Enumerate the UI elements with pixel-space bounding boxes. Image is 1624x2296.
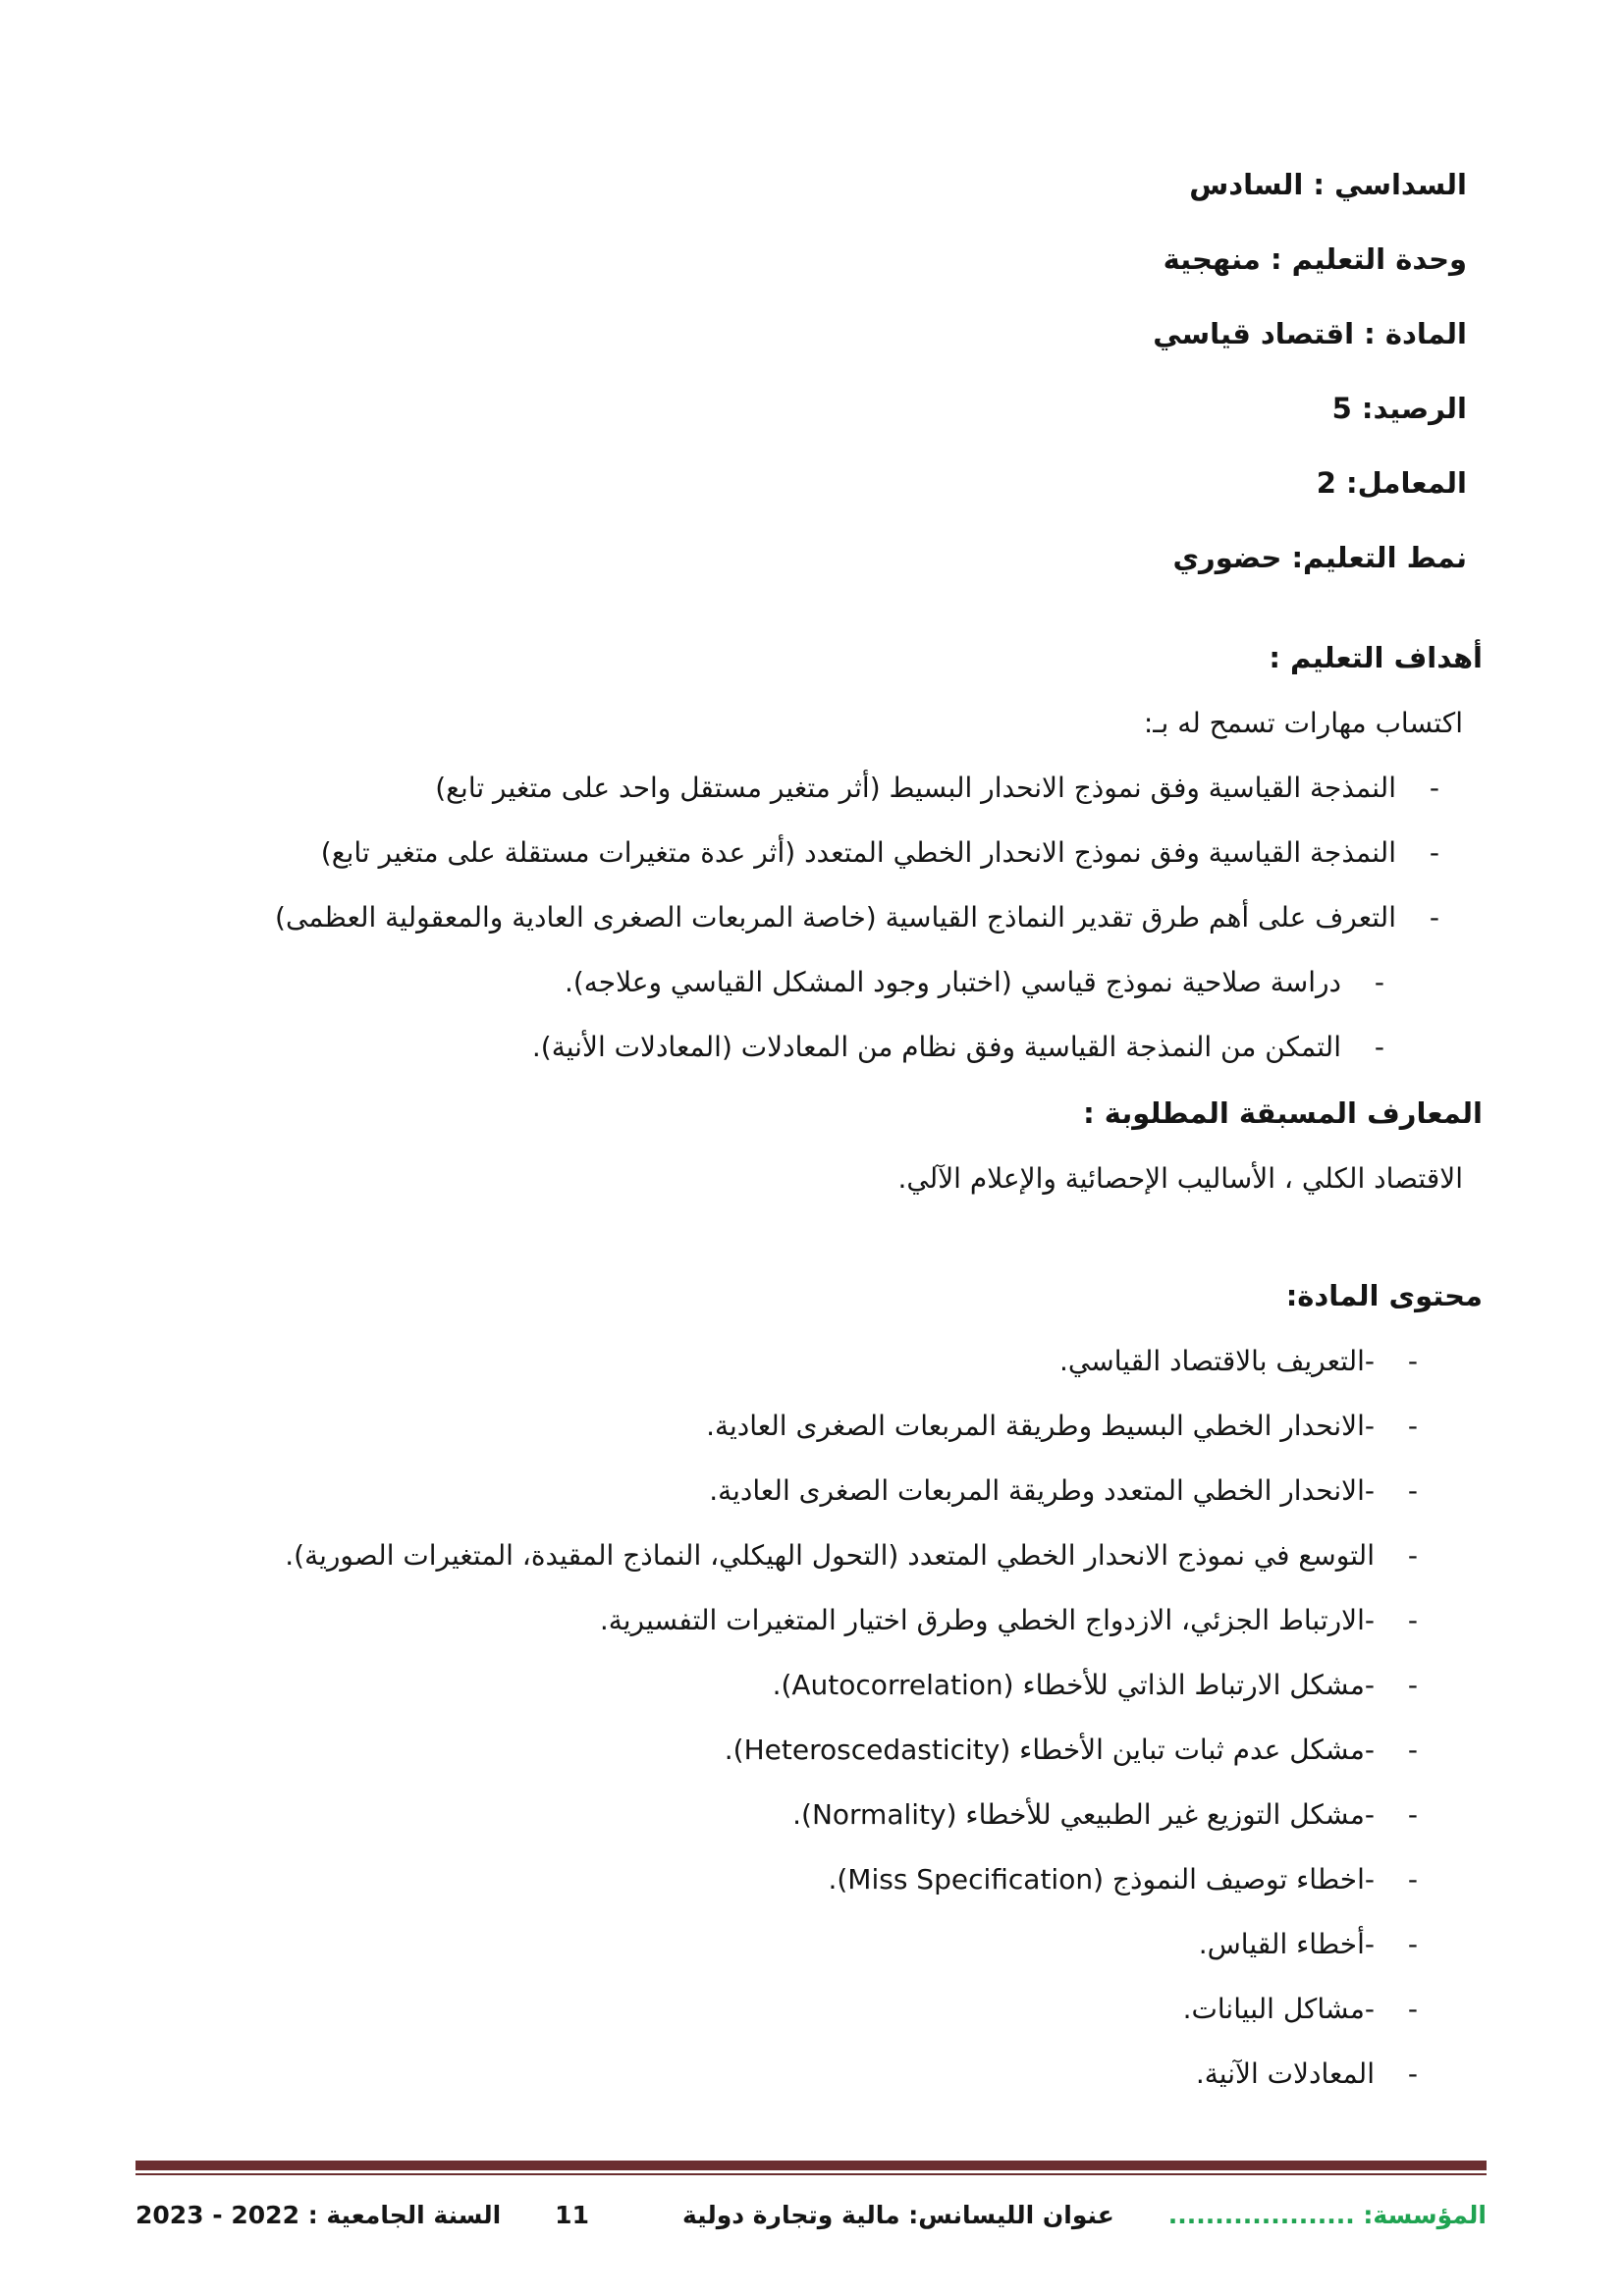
content-text: -الارتباط الجزئي، الازدواج الخطي وطرق اختيار المتغيرات التفسيرية. [599,1604,1375,1636]
meta-coefficient: المعامل: 2 [1316,466,1467,500]
content-text: التوسع في نموذج الانحدار الخطي المتعدد (التحول الهيكلي، النماذج المقيدة، المتغيرات الصورية). [285,1539,1375,1572]
content-text: -التعريف بالاقتصاد القياسي. [1059,1345,1375,1377]
bullet-dash: - [1407,1539,1418,1572]
content-item [135,1523,1418,1588]
objectives-intro: اكتساب مهارات تسمح له بـ: [1143,707,1463,739]
bullet-dash: - [1407,1993,1418,2025]
content-text: المعادلات الآنية. [1195,2057,1375,2090]
objectives-heading: أهداف التعليم : [1269,641,1483,674]
content-item [135,1912,1418,1977]
objective-item [135,1015,1384,1080]
content-text: -مشكل التوزيع غير الطبيعي للأخطاء (Normality). [792,1798,1375,1831]
meta-teaching-unit: وحدة التعليم : منهجية [1163,242,1467,276]
meta-credits: الرصيد: 5 [1331,392,1467,425]
footer-license-title: عنوان الليسانس: مالية وتجارة دولية [681,2201,1114,2229]
footer-separator-thick [135,2161,1487,2170]
content-text: -مشاكل البيانات. [1182,1993,1375,2025]
prerequisites-heading: المعارف المسبقة المطلوبة : [1083,1096,1483,1130]
prerequisites-text: الاقتصاد الكلي ، الأساليب الإحصائية والإعلام الآلي. [897,1162,1463,1195]
footer-institution: المؤسسة: .................... [1167,2201,1487,2229]
content-item [135,1847,1418,1912]
bullet-dash: - [1407,1863,1418,1896]
objective-text: التعرف على أهم طرق تقدير النماذج القياسية (خاصة المربعات الصغرى العادية والمعقولية العظمى) [275,901,1396,934]
content-item [135,1459,1418,1523]
footer-academic-year: السنة الجامعية : 2022 - 2023 [135,2201,502,2229]
content-text: -أخطاء القياس. [1198,1928,1375,1960]
content-item [135,1718,1418,1783]
content-item [135,1394,1418,1459]
content-item [135,1588,1418,1653]
meta-semester: السداسي : السادس [1189,168,1467,201]
footer-page-number: 11 [555,2201,589,2229]
objective-text: النمذجة القياسية وفق نموذج الانحدار البسيط (أثر متغير مستقل واحد على متغير تابع) [435,772,1396,804]
course-meta-block [135,147,1489,595]
bullet-dash: - [1407,1474,1418,1507]
bullet-dash: - [1429,836,1439,869]
bullet-dash: - [1407,1928,1418,1960]
spacer [135,1211,1489,1262]
bullet-dash: - [1429,772,1439,804]
content-item [135,2042,1418,2107]
meta-subject: المادة : اقتصاد قياسي [1153,317,1467,350]
content-text: -الانحدار الخطي البسيط وطريقة المربعات الصغرى العادية. [706,1410,1375,1442]
bullet-dash: - [1429,901,1439,934]
content-text: -اخطاء توصيف النموذج (Miss Specification). [828,1863,1375,1896]
objective-text: النمذجة القياسية وفق نموذج الانحدار الخطي المتعدد (أثر عدة متغيرات مستقلة على متغير تابع) [320,836,1396,869]
objective-text: التمكن من النمذجة القياسية وفق نظام من المعادلات (المعادلات الأنية). [531,1031,1341,1063]
page-footer [135,2161,1487,2296]
bullet-dash: - [1407,1798,1418,1831]
objectives-list [135,756,1439,1080]
objective-item [135,821,1439,885]
meta-teaching-mode: نمط التعليم: حضوري [1172,541,1467,574]
spacer [135,595,1489,624]
content-text: -مشكل الارتباط الذاتي للأخطاء (Autocorrelation). [772,1669,1375,1701]
bullet-dash: - [1374,966,1384,998]
objective-text: دراسة صلاحية نموذج قياسي (اختبار وجود المشكل القياسي وعلاجه). [564,966,1341,998]
content-item [135,1653,1418,1718]
content-text: -مشكل عدم ثبات تباين الأخطاء (Heteroscedasticity). [724,1734,1375,1766]
objective-item [135,885,1439,950]
bullet-dash: - [1407,1410,1418,1442]
content-text: -الانحدار الخطي المتعدد وطريقة المربعات الصغرى العادية. [709,1474,1375,1507]
objective-item [135,756,1439,821]
objective-item [135,950,1384,1015]
footer-separator-thin [135,2173,1487,2175]
bullet-dash: - [1407,1345,1418,1377]
bullet-dash: - [1374,1031,1384,1063]
bullet-dash: - [1407,1669,1418,1701]
content-heading: محتوى المادة: [1285,1279,1483,1312]
content-item [135,1783,1418,1847]
bullet-dash: - [1407,1604,1418,1636]
footer-middle-group [555,2201,1114,2229]
content-item [135,1329,1418,1394]
bullet-dash: - [1407,1734,1418,1766]
content-list [135,1329,1418,2107]
footer-row [135,2201,1487,2229]
content-item [135,1977,1418,2042]
bullet-dash: - [1407,2057,1418,2090]
